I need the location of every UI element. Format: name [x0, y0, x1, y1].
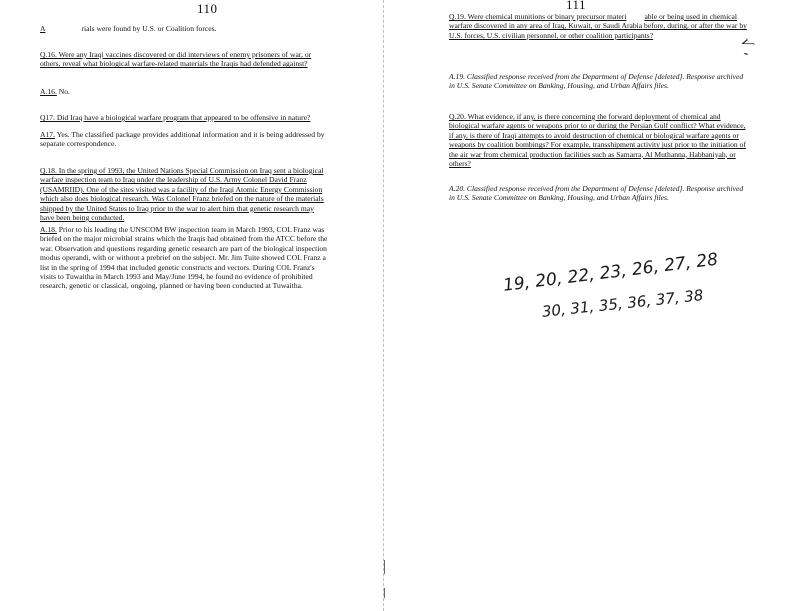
question-19-part1: Q.19. Were chemical munitions or binary precursor materi	[449, 12, 627, 21]
handwritten-page-list-line2: 30, 31, 35, 36, 37, 38	[541, 286, 705, 321]
question-19-part2: able or being	[644, 12, 685, 21]
question-18: Q.18. In the spring of 1993, the United Nations Special Commission on Iraq sent a biological warfare inspection team to Iraq under the leadership of U.S. Army Colonel David Franz (USAMRIID). One of the sites visited was a facility of the Iraqi Atomic Energy Commission which also does biological research. Was Colonel Franz briefed on the nature of the materials shipped by the United States to Iraq prior to the war to alert him that genetic research may have been being conducted.	[40, 166, 324, 223]
answer-17-label: A17.	[40, 130, 55, 139]
question-19	[449, 12, 749, 40]
page-gutter-divider	[383, 0, 384, 611]
page-number-left: 110	[197, 1, 218, 16]
question-16: Q.16. Were any Iraqi vaccines discovered or did interviews of enemy prisoners of war, or others, reveal what biological warfare-related materials the Iraqis had defended against?	[40, 50, 312, 69]
handwritten-margin-mark: √ ,	[736, 36, 759, 59]
page-number-right: 111	[566, 0, 587, 12]
answer-18-text: Prior to his leading the UNSCOM BW inspection team in March 1993, COL Franz was briefed on the major microbial strains which the Iraqis had obtained from the ATCC before the war. Observation and questions regarding genetic research are part of the biological inspection modus operandi, with or without a prebrief on the subject. Mr. Jim Tuite showed COL Franz a list in the spring of 1994 that included genetic constructs and vectors. During COL Franz's visits to Tuwaitha in March 1993 and May/June 1994, he found no evidence of prohibited research, genetic or classical, ongoing, planned or having been conducted at Tuwaitha.	[40, 225, 328, 291]
answer-19: A.19. Classified response received from the Department of Defense [deleted]. Response archived in U.S. Senate Committee on Banking, Housing, and Urban Affairs files.	[449, 72, 744, 91]
scan-artifact	[384, 588, 385, 598]
answer-16	[40, 87, 330, 96]
scan-artifact	[384, 560, 385, 574]
answer-18	[40, 225, 330, 291]
handwritten-page-list-line1: 19, 20, 22, 23, 26, 27, 28	[502, 249, 720, 296]
answer-17	[40, 130, 330, 149]
answer-17-text: Yes. The classified package provides additional information and it is being addressed by separate correspondence.	[40, 130, 325, 149]
a15-fragment	[40, 24, 330, 33]
answer-18-label: A.18.	[40, 225, 57, 234]
question-17: Q17. Did Iraq have a biological warfare program that appeared to be offensive in nature?	[40, 113, 311, 122]
a15-fragment-label: A	[40, 24, 46, 33]
answer-16-text: No.	[58, 87, 70, 96]
answer-16-label: A.16.	[40, 87, 57, 96]
question-20: Q.20. What evidence, if any, is there concerning the forward deployment of chemical and biological warfare agents or weapons prior to or during the Persian Gulf conflict? What evidence, if any, is there of Iraqi attempts to avoid destruction of chemical or biological warfare agents or weapons by coalition bombings? For example, transshipment activity just prior to the initiation of the air war from chemical production facilities such as Samarra, Al Muthanna, Habbaniyah, or others?	[449, 112, 746, 169]
a15-fragment-text: rials were found by U.S. or Coalition forces.	[81, 24, 217, 33]
answer-20: A.20. Classified response received from the Department of Defense [deleted]. Response archived in U.S. Senate Committee on Banking, Housing, and Urban Affairs files.	[449, 184, 744, 203]
question-19-rest: used in chemical warfare discovered in any area of Iraq, Kuwait, or Saudi Arabia before, during, or after the war by U.S. forces, U.S. civilian personnel, or other coalition participants?	[449, 12, 747, 40]
